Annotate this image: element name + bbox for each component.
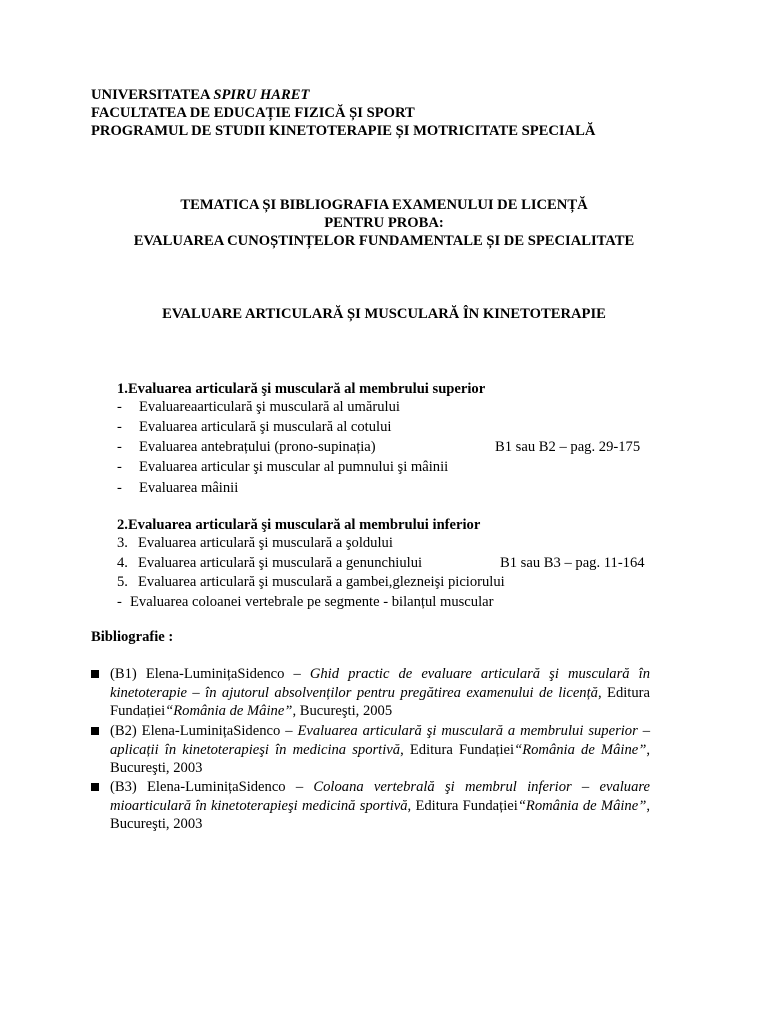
entry-ref-author: (B2) Elena-LuminițaSidenco –	[110, 723, 298, 739]
bibliography-heading: Bibliografie :	[91, 629, 174, 645]
entry-publisher-name: “România de Mâine”	[517, 797, 647, 814]
entry-publisher-part: Fundației	[110, 703, 166, 720]
list-item-text: Evaluareaarticulară şi musculară al umărului	[139, 399, 400, 415]
entry-title-part: Ghid practic de evaluare articulară şi musculară în	[309, 666, 650, 682]
entry-publisher-name: “România de Mâine”	[514, 741, 647, 758]
bibliography-entry-b2	[110, 722, 650, 778]
entry-ref-author: (B3) Elena-LuminițaSidenco –	[110, 779, 314, 795]
entry-place-year: Bucureşti, 2003	[110, 760, 203, 777]
title-line-2: PENTRU PROBA:	[324, 215, 444, 231]
list-marker: 4.	[117, 555, 128, 571]
title-line-1: TEMATICA ȘI BIBLIOGRAFIA EXAMENULUI DE LICENȚĂ	[180, 197, 588, 213]
entry-publisher-part: , Editura	[597, 684, 650, 701]
entry-ref-author: (B1) Elena-LuminițaSidenco –	[110, 666, 310, 682]
list-item-text: Evaluarea antebrațului (prono-supinația)	[139, 439, 376, 455]
entry-title-part: mioarticulară în kinetoterapieşi medicină sportivă	[110, 797, 408, 814]
list-item-text: Evaluarea coloanei vertebrale pe segmente - bilanțul muscular	[130, 594, 494, 610]
entry-place-year: Bucureşti, 2003	[110, 816, 203, 833]
list-marker: -	[117, 439, 122, 455]
entry-publisher-part: , Editura Fundației	[400, 741, 515, 758]
bullet-square-icon	[91, 727, 99, 735]
university-prefix: UNIVERSITATEA	[91, 87, 214, 103]
program-line: PROGRAMUL DE STUDII KINETOTERAPIE ȘI MOTRICITATE SPECIALĂ	[91, 123, 596, 139]
list-marker: -	[117, 419, 122, 435]
list-item-text: Evaluarea articular şi muscular al pumnului şi mâinii	[139, 459, 449, 475]
entry-title-part: Evaluarea articulară şi musculară a membrului superior –	[297, 723, 650, 739]
entry-punctuation: ,	[646, 741, 650, 758]
section1-reference: B1 sau B2 – pag. 29-175	[495, 439, 641, 455]
bullet-square-icon	[91, 783, 99, 791]
list-item-text: Evaluarea mâinii	[139, 480, 239, 496]
entry-title-part: Coloana vertebrală şi membrul inferior – evaluare	[313, 779, 650, 795]
bullet-square-icon	[91, 670, 99, 678]
section2-reference: B1 sau B3 – pag. 11-164	[500, 555, 645, 571]
entry-place-year: , Bucureşti, 2005	[292, 703, 393, 720]
list-marker: -	[117, 480, 122, 496]
entry-title-part: kinetoterapie – în ajutorul absolvenților pentru pregătirea examenului de licență	[110, 684, 598, 701]
list-marker: -	[117, 459, 122, 475]
bibliography-entry-b1	[110, 665, 650, 721]
entry-title-part: aplicații în kinetoterapieşi în medicina sportivă	[110, 741, 401, 758]
list-marker: 3.	[117, 535, 128, 551]
list-marker: 5.	[117, 574, 128, 590]
list-item-text: Evaluarea articulară şi musculară al cotului	[139, 419, 392, 435]
entry-publisher-name: “România de Mâine”	[165, 703, 293, 720]
subject-title: EVALUARE ARTICULARĂ ȘI MUSCULARĂ ÎN KINETOTERAPIE	[162, 306, 606, 322]
bibliography-entry-b3	[110, 778, 650, 834]
section1-heading: 1.Evaluarea articulară şi musculară al membrului superior	[117, 381, 486, 397]
faculty-line: FACULTATEA DE EDUCAȚIE FIZICĂ ȘI SPORT	[91, 105, 415, 121]
university-name: SPIRU HARET	[213, 87, 310, 103]
list-item-text: Evaluarea articulară şi musculară a gambei,glezneişi piciorului	[138, 574, 505, 590]
entry-publisher-part: , Editura Fundației	[407, 797, 518, 814]
university-line	[91, 86, 309, 104]
entry-punctuation: ,	[646, 797, 650, 814]
section2-heading: 2.Evaluarea articulară şi musculară al membrului inferior	[117, 517, 481, 533]
title-line-3: EVALUAREA CUNOȘTINȚELOR FUNDAMENTALE ȘI DE SPECIALITATE	[133, 233, 635, 249]
list-marker: -	[117, 594, 122, 610]
list-item-text: Evaluarea articulară şi musculară a genunchiului	[138, 555, 423, 571]
list-item-text: Evaluarea articulară şi musculară a şoldului	[138, 535, 393, 551]
list-marker: -	[117, 399, 122, 415]
